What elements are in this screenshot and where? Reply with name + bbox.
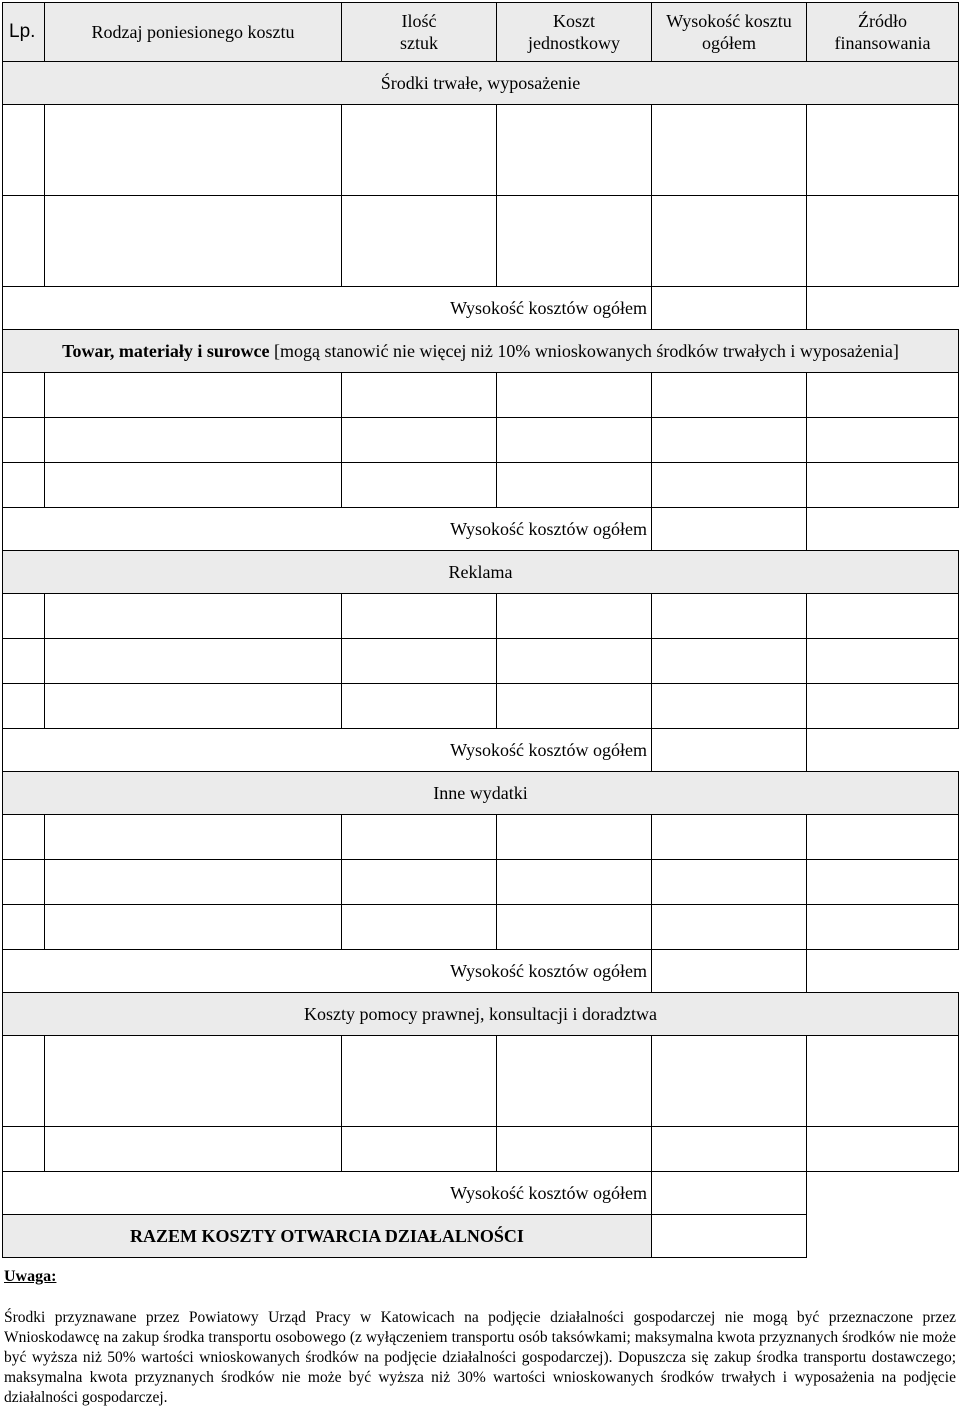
table-row[interactable] <box>3 594 959 639</box>
table-row[interactable] <box>3 418 959 463</box>
section-title: Inne wydatki <box>3 772 959 815</box>
table-row[interactable] <box>3 639 959 684</box>
section-total-row <box>3 508 959 551</box>
table-row[interactable] <box>3 105 959 196</box>
total-value-cell[interactable] <box>652 950 807 993</box>
note-title: Uwaga: <box>4 1268 57 1285</box>
section-title: Reklama <box>3 551 959 594</box>
header-rodzaj: Rodzaj poniesionego kosztu <box>45 3 342 62</box>
grand-total-value-cell[interactable] <box>652 1215 807 1258</box>
table-row[interactable] <box>3 196 959 287</box>
total-label: Wysokość kosztów ogółem <box>3 508 652 551</box>
section-koszty-pomocy-prawnej <box>3 993 959 1036</box>
header-ilosc: Ilość sztuk <box>342 3 497 62</box>
section-srodki-trwale <box>3 62 959 105</box>
section-inne-wydatki <box>3 772 959 815</box>
grand-total-row <box>3 1215 959 1258</box>
header-wysokosc: Wysokość kosztu ogółem <box>652 3 807 62</box>
total-value-cell[interactable] <box>652 729 807 772</box>
total-label: Wysokość kosztów ogółem <box>3 729 652 772</box>
header-lp: Lp. <box>3 3 45 62</box>
header-koszt: Koszt jednostkowy <box>497 3 652 62</box>
section-total-row <box>3 729 959 772</box>
table-row[interactable] <box>3 1036 959 1127</box>
table-row[interactable] <box>3 905 959 950</box>
total-label: Wysokość kosztów ogółem <box>3 950 652 993</box>
total-label: Wysokość kosztów ogółem <box>3 287 652 330</box>
table-row[interactable] <box>3 815 959 860</box>
section-title-bold: Towar, materiały i surowce <box>62 340 270 361</box>
table-row[interactable] <box>3 463 959 508</box>
table-row[interactable] <box>3 684 959 729</box>
table-row[interactable] <box>3 860 959 905</box>
grand-total-label: RAZEM KOSZTY OTWARCIA DZIAŁALNOŚCI <box>3 1215 652 1258</box>
section-title <box>3 330 959 373</box>
section-total-row <box>3 1172 959 1215</box>
table-row[interactable] <box>3 1127 959 1172</box>
header-zrodlo: Źródło finansowania <box>807 3 959 62</box>
section-towar <box>3 330 959 373</box>
section-title-rest: [mogą stanowić nie więcej niż 10% wnioskowanych środków trwałych i wyposażenia] <box>269 340 899 361</box>
total-value-cell[interactable] <box>652 508 807 551</box>
section-total-row <box>3 950 959 993</box>
section-total-row <box>3 287 959 330</box>
section-title: Środki trwałe, wyposażenie <box>3 62 959 105</box>
section-title: Koszty pomocy prawnej, konsultacji i doradztwa <box>3 993 959 1036</box>
table-header <box>3 3 959 62</box>
note-text: Środki przyznawane przez Powiatowy Urząd Pracy w Katowicach na podjęcie działalności gospodarczej nie mogą być przeznaczone przez Wnioskodawcę na zakup środka transportu osobowego (z wyłączeniem transportu osób taksówkami; maksymalna kwota przyznanych środków nie może być wyższa niż 50% wartości wnioskowanych środków na podjęcie działalności gospodarczej). Dopuszcza się zakup środka transportu dostawczego; maksymalna kwota przyznanych środków nie może być wyższa niż 30% wartości wnioskowanych środków trwałych i wyposażenia na podjęcie działalności gospodarczej. <box>4 1309 956 1406</box>
total-value-cell[interactable] <box>652 287 807 330</box>
cost-table <box>2 2 959 1258</box>
table-row[interactable] <box>3 373 959 418</box>
total-value-cell[interactable] <box>652 1172 807 1215</box>
total-label: Wysokość kosztów ogółem <box>3 1172 652 1215</box>
section-reklama <box>3 551 959 594</box>
